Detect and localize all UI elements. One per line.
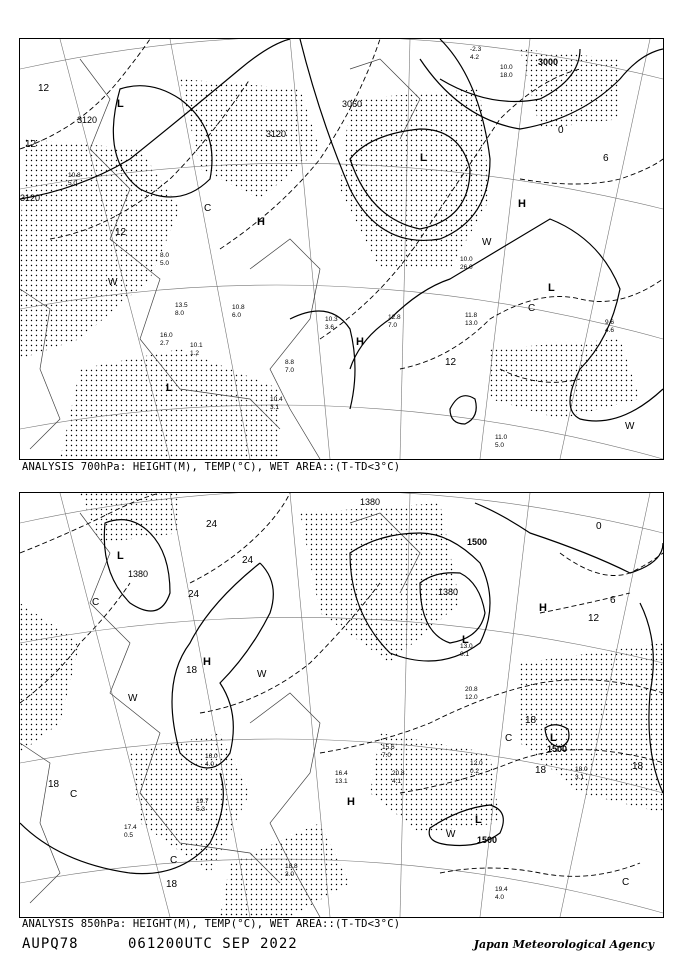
svg-text:2.7: 2.7 — [160, 340, 170, 347]
wet-area-shading — [20, 49, 640, 459]
station-plot — [190, 342, 203, 357]
svg-text:W: W — [482, 237, 492, 248]
svg-text:C: C — [622, 877, 630, 888]
svg-text:W: W — [108, 277, 118, 288]
svg-text:24: 24 — [242, 555, 254, 566]
svg-text:4.1: 4.1 — [392, 778, 402, 785]
svg-text:1.2: 1.2 — [190, 350, 200, 357]
svg-text:11.0: 11.0 — [495, 434, 508, 441]
svg-text:7.0: 7.0 — [382, 752, 392, 759]
svg-text:3120: 3120 — [77, 115, 98, 125]
product-id: AUPQ78 — [22, 936, 79, 952]
svg-text:0.2: 0.2 — [470, 768, 480, 775]
svg-text:13.0: 13.0 — [465, 320, 478, 327]
svg-text:L: L — [166, 382, 173, 394]
svg-text:4.6: 4.6 — [605, 327, 615, 334]
svg-text:12.0: 12.0 — [470, 760, 483, 767]
svg-text:1500: 1500 — [477, 835, 498, 845]
svg-text:12: 12 — [445, 357, 457, 368]
svg-text:16.0: 16.0 — [160, 332, 173, 339]
svg-text:13.1: 13.1 — [335, 778, 348, 785]
station-plot — [495, 886, 508, 901]
agency-name: Japan Meteorological Agency — [473, 938, 654, 951]
svg-text:17.4: 17.4 — [124, 824, 137, 831]
svg-text:3120: 3120 — [266, 129, 287, 139]
svg-text:18: 18 — [48, 779, 60, 790]
svg-text:7.0: 7.0 — [388, 322, 398, 329]
station-plot — [325, 316, 338, 331]
svg-text:15.6: 15.6 — [382, 744, 395, 751]
svg-text:L: L — [117, 98, 124, 110]
svg-text:-2.3: -2.3 — [470, 46, 482, 53]
svg-text:C: C — [70, 789, 78, 800]
svg-text:6.0: 6.0 — [232, 312, 242, 319]
station-plot — [270, 396, 283, 411]
station-plot — [495, 434, 508, 449]
svg-text:L: L — [117, 550, 124, 562]
svg-text:6: 6 — [610, 595, 616, 606]
svg-text:W: W — [257, 669, 267, 680]
station-plot — [388, 314, 401, 329]
svg-text:C: C — [204, 203, 212, 214]
svg-text:3.1: 3.1 — [270, 404, 280, 411]
svg-text:0: 0 — [596, 521, 602, 532]
svg-text:26.0: 26.0 — [460, 264, 473, 271]
svg-text:10.8: 10.8 — [232, 304, 245, 311]
svg-text:3000: 3000 — [538, 57, 559, 67]
station-plot — [460, 256, 473, 271]
svg-text:18: 18 — [535, 765, 547, 776]
station-plot — [160, 332, 173, 347]
station-plot — [465, 686, 478, 701]
svg-text:H: H — [539, 602, 547, 614]
svg-text:10.1: 10.1 — [190, 342, 203, 349]
svg-text:1380: 1380 — [438, 587, 459, 597]
svg-text:12: 12 — [588, 613, 600, 624]
svg-text:H: H — [518, 198, 526, 210]
svg-text:18: 18 — [525, 715, 537, 726]
svg-text:W: W — [446, 829, 456, 840]
svg-text:18: 18 — [632, 761, 644, 772]
map-panel-850hpa — [19, 492, 664, 918]
svg-text:20.8: 20.8 — [465, 686, 478, 693]
svg-text:18: 18 — [166, 879, 178, 890]
svg-text:5.3: 5.3 — [196, 806, 206, 813]
caption-700hpa: ANALYSIS 700hPa: HEIGHT(M), TEMP(°C), WET AREA::(T-TD<3°C) — [22, 461, 401, 473]
svg-text:8.0: 8.0 — [160, 252, 170, 259]
svg-text:L: L — [420, 152, 427, 164]
svg-text:0: 0 — [558, 125, 564, 136]
svg-text:4.0: 4.0 — [495, 894, 505, 901]
svg-text:18.0: 18.0 — [575, 766, 588, 773]
svg-text:L: L — [462, 634, 469, 646]
map-850hpa-canvas — [20, 493, 663, 917]
svg-text:18: 18 — [186, 665, 198, 676]
svg-text:4.0: 4.0 — [205, 761, 215, 768]
svg-text:19.7: 19.7 — [196, 798, 209, 805]
svg-text:12: 12 — [115, 227, 127, 238]
svg-text:4.2: 4.2 — [470, 54, 480, 61]
svg-text:10.3: 10.3 — [325, 316, 338, 323]
caption-850hpa: ANALYSIS 850hPa: HEIGHT(M), TEMP(°C), WET AREA::(T-TD<3°C) — [22, 918, 401, 930]
station-plot — [285, 359, 294, 374]
svg-text:11.8: 11.8 — [465, 312, 478, 319]
station-plot — [175, 302, 188, 317]
map-700hpa-canvas — [20, 39, 663, 459]
svg-text:12.8: 12.8 — [388, 314, 401, 321]
svg-text:12: 12 — [38, 83, 50, 94]
station-plot — [465, 312, 478, 327]
station-plot — [470, 46, 482, 61]
svg-text:3.0: 3.0 — [285, 871, 295, 878]
station-plot — [335, 770, 348, 785]
svg-text:18.0: 18.0 — [500, 72, 513, 79]
station-plot — [605, 319, 614, 334]
station-plot — [124, 824, 137, 839]
svg-text:3060: 3060 — [342, 99, 363, 109]
svg-text:0.1: 0.1 — [460, 651, 470, 658]
station-plot — [500, 64, 513, 79]
svg-text:24: 24 — [206, 519, 218, 530]
map-panel-700hpa — [19, 38, 664, 460]
svg-text:18.8: 18.8 — [285, 863, 298, 870]
svg-text:8.0: 8.0 — [175, 310, 185, 317]
svg-text:H: H — [257, 216, 265, 228]
svg-text:3.6: 3.6 — [325, 324, 335, 331]
svg-text:10.4: 10.4 — [270, 396, 283, 403]
valid-time: 061200UTC SEP 2022 — [128, 936, 298, 952]
svg-text:24: 24 — [188, 589, 200, 600]
svg-text:5.0: 5.0 — [160, 260, 170, 267]
svg-text:16.0: 16.0 — [205, 753, 218, 760]
svg-text:H: H — [347, 796, 355, 808]
svg-text:1500: 1500 — [467, 537, 488, 547]
svg-text:1500: 1500 — [547, 744, 568, 754]
svg-text:C: C — [170, 855, 178, 866]
svg-text:10.8: 10.8 — [68, 172, 81, 179]
station-plot — [232, 304, 245, 319]
svg-text:13.5: 13.5 — [175, 302, 188, 309]
svg-text:W: W — [128, 693, 138, 704]
svg-text:L: L — [475, 814, 482, 826]
svg-text:5.0: 5.0 — [68, 180, 78, 187]
svg-text:1380: 1380 — [128, 569, 149, 579]
svg-text:C: C — [92, 597, 100, 608]
svg-text:W: W — [625, 421, 635, 432]
svg-text:C: C — [505, 733, 513, 744]
svg-text:10.0: 10.0 — [500, 64, 513, 71]
svg-text:3120: 3120 — [20, 193, 41, 203]
svg-text:H: H — [356, 336, 364, 348]
svg-text:3.1: 3.1 — [575, 774, 585, 781]
svg-text:C: C — [528, 303, 536, 314]
svg-text:5.0: 5.0 — [495, 442, 505, 449]
svg-text:H: H — [203, 656, 211, 668]
svg-text:L: L — [550, 732, 557, 744]
svg-text:12: 12 — [25, 139, 37, 150]
svg-text:0.5: 0.5 — [124, 832, 134, 839]
svg-text:13.0: 13.0 — [460, 643, 473, 650]
svg-text:9.6: 9.6 — [605, 319, 615, 326]
svg-text:L: L — [548, 282, 555, 294]
svg-text:6: 6 — [603, 153, 609, 164]
svg-text:19.4: 19.4 — [495, 886, 508, 893]
svg-text:8.8: 8.8 — [285, 359, 295, 366]
svg-text:10.0: 10.0 — [460, 256, 473, 263]
svg-text:20.8: 20.8 — [392, 770, 405, 777]
svg-text:7.0: 7.0 — [285, 367, 295, 374]
svg-text:1380: 1380 — [360, 497, 381, 507]
station-plot — [160, 252, 169, 267]
svg-text:12.0: 12.0 — [465, 694, 478, 701]
svg-text:16.4: 16.4 — [335, 770, 348, 777]
